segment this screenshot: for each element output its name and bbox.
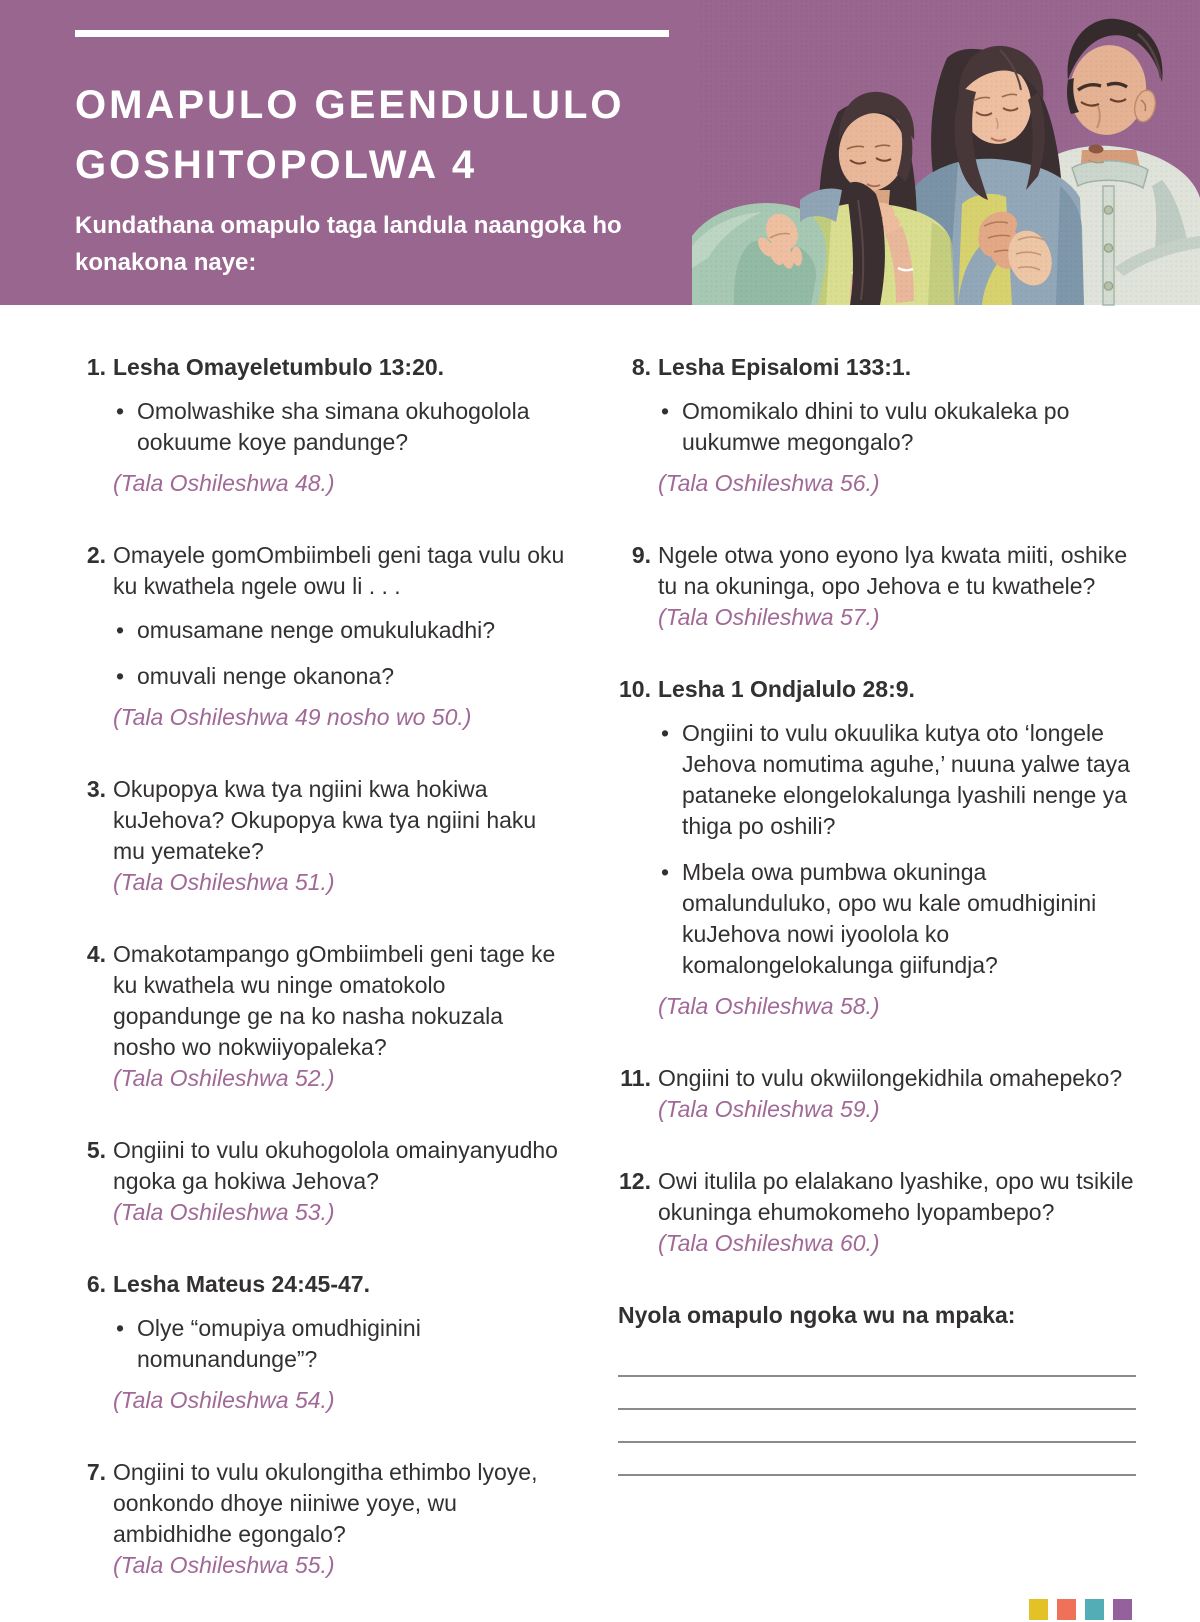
page-subtitle: Kundathana omapulo taga landula naangoka ho konakona naye:	[75, 212, 622, 276]
question-text: Omayele gomOmbiimbeli geni taga vulu oku ku kwathela ngele owu li . . .	[113, 542, 565, 599]
write-in-section	[618, 1300, 1136, 1476]
reference-note: (Tala Oshileshwa 55.)	[113, 1552, 335, 1578]
bullet-question: • omuvali nenge okanona?	[113, 661, 567, 692]
question-text: Ngele otwa yono eyono lya kwata miiti, oshike tu na okuninga, opo Jehova e tu kwathele?	[658, 542, 1128, 599]
question-9	[618, 540, 1136, 633]
question-number: 1.	[86, 354, 106, 380]
question-number: 5.	[86, 1137, 106, 1163]
bullet-question: • Ongiini to vulu okuulika kutya oto ‘longele Jehova nomutima aguhe,’ nuuna yalwe taya pataneke elongelokalunga lyashili nenge ya thiga po oshili?	[658, 718, 1136, 842]
color-swatch-yellow	[1029, 1599, 1048, 1620]
reference-note: (Tala Oshileshwa 52.)	[113, 1065, 335, 1091]
question-8	[618, 352, 1136, 499]
reference-note: (Tala Oshileshwa 60.)	[658, 1230, 880, 1256]
family-praying-illustration	[700, 0, 1200, 305]
question-number: 11.	[620, 1065, 651, 1091]
reference-note: (Tala Oshileshwa 51.)	[113, 869, 335, 895]
write-line-2	[618, 1377, 1136, 1410]
bullet-question: • Mbela owa pumbwa okuninga omalunduluko, opo wu kale omudhiginini kuJehova nowi iyoolola ko komalongelokalunga giifundja?	[658, 857, 1136, 981]
write-line-4	[618, 1443, 1136, 1476]
page-title	[75, 75, 690, 195]
question-text: Ongiini to vulu okulongitha ethimbo lyoye, oonkondo dhoye niiniwe yoye, wu ambidhidhe egongalo?	[113, 1459, 538, 1547]
write-line-1	[618, 1335, 1136, 1377]
question-number: 9.	[631, 542, 651, 568]
question-text: Okupopya kwa tya ngiini kwa hokiwa kuJehova? Okupopya kwa tya ngiini haku mu yemateke?	[113, 776, 537, 864]
question-10	[618, 674, 1136, 1022]
question-2	[85, 540, 567, 733]
question-text: Lesha Episalomi 133:1.	[658, 354, 912, 380]
bullet-question: • Omolwashike sha simana okuhogolola ookuume koye pandunge?	[113, 396, 567, 458]
question-5	[85, 1135, 567, 1228]
question-6	[85, 1269, 567, 1416]
question-text: Lesha 1 Ondjalulo 28:9.	[658, 676, 915, 702]
color-swatch-purple	[1113, 1599, 1132, 1620]
question-4	[85, 939, 567, 1094]
bullet-question: • omusamane nenge omukulukadhi?	[113, 615, 567, 646]
question-text: Owi itulila po elalakano lyashike, opo wu tsikile okuninga ehumokomeho lyopambepo?	[658, 1168, 1134, 1225]
question-3	[85, 774, 567, 898]
question-text: Ongiini to vulu okuhogolola omainyanyudho ngoka ga hokiwa Jehova?	[113, 1137, 558, 1194]
question-number: 6.	[86, 1271, 106, 1297]
reference-note: (Tala Oshileshwa 56.)	[658, 470, 880, 496]
question-number: 3.	[86, 776, 106, 802]
question-number: 8.	[631, 354, 651, 380]
reference-note: (Tala Oshileshwa 53.)	[113, 1199, 335, 1225]
question-7	[85, 1457, 567, 1581]
left-column	[85, 352, 567, 1622]
reference-note: (Tala Oshileshwa 58.)	[658, 993, 880, 1019]
bullet-question: • Olye “omupiya omudhiginini nomunandunge”?	[113, 1313, 567, 1375]
question-text: Lesha Mateus 24:45-47.	[113, 1271, 370, 1297]
page-title-line2: GOSHITOPOLWA 4	[75, 143, 478, 187]
question-number: 7.	[86, 1459, 106, 1485]
color-swatch-coral	[1057, 1599, 1076, 1620]
question-1	[85, 352, 567, 499]
write-line-3	[618, 1410, 1136, 1443]
right-column	[618, 352, 1136, 1622]
write-in-heading: Nyola omapulo ngoka wu na mpaka:	[618, 1302, 1016, 1328]
question-11	[618, 1063, 1136, 1125]
reference-note: (Tala Oshileshwa 54.)	[113, 1387, 335, 1413]
color-swatch-teal	[1085, 1599, 1104, 1620]
question-number: 4.	[86, 941, 106, 967]
reference-note: (Tala Oshileshwa 59.)	[658, 1096, 880, 1122]
reference-note: (Tala Oshileshwa 49 nosho wo 50.)	[113, 704, 472, 730]
questions-area	[0, 305, 1200, 1622]
reference-note: (Tala Oshileshwa 48.)	[113, 470, 335, 496]
reference-note: (Tala Oshileshwa 57.)	[658, 604, 880, 630]
header-band	[0, 0, 1200, 305]
question-number: 2.	[86, 542, 106, 568]
bullet-question: • Omomikalo dhini to vulu okukaleka po uukumwe megongalo?	[658, 396, 1136, 458]
title-rule	[75, 30, 669, 37]
page-title-line1: OMAPULO GEENDULULO	[75, 83, 625, 127]
question-number: 10.	[619, 676, 651, 702]
question-text: Omakotampango gOmbiimbeli geni tage ke ku kwathela wu ninge omatokolo gopandunge ge na ko nasha nokuzala nosho wo nokwiiyopaleka?	[113, 941, 556, 1060]
question-12	[618, 1166, 1136, 1259]
question-text: Ongiini to vulu okwiilongekidhila omahepeko?	[658, 1065, 1123, 1091]
brand-color-squares	[618, 1599, 1136, 1620]
question-text: Lesha Omayeletumbulo 13:20.	[113, 354, 445, 380]
question-number: 12.	[619, 1168, 651, 1194]
